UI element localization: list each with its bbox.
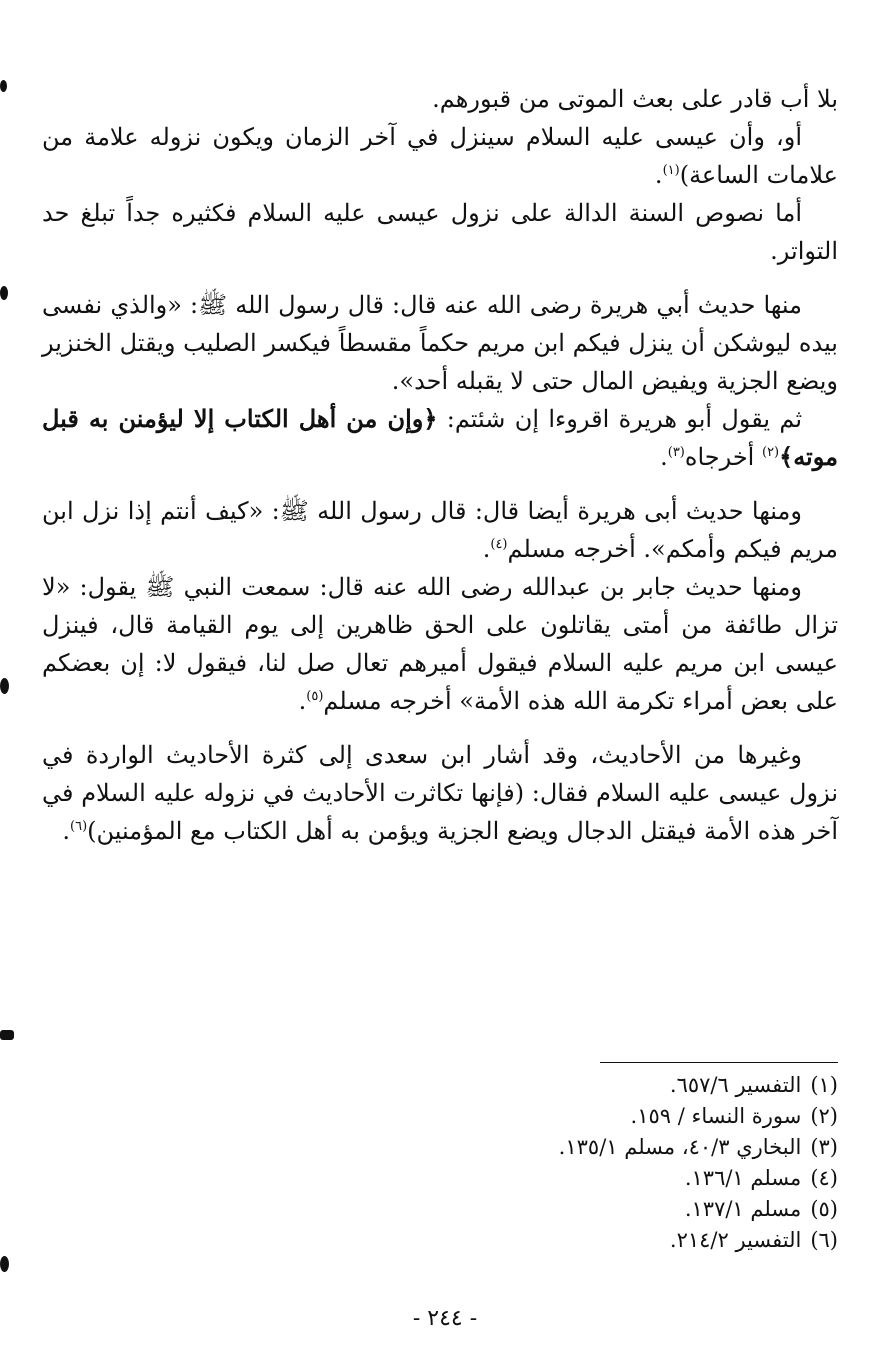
paragraph-5-text: ثم يقول أبو هريرة اقروءا إن شئتم: [437,405,802,433]
paragraph-1 [42,80,838,118]
paragraph-1-text: بلا أب قادر على بعث الموتى من قبورهم. [432,85,838,113]
scan-artifact [0,1256,9,1272]
footnote-number: (٥) [810,1197,838,1221]
scan-artifact [0,286,8,300]
footnote-text: مسلم ١٣٦/١. [684,1166,802,1190]
footnote-number: (١) [810,1073,838,1097]
footnote-1 [318,1070,838,1101]
footnote-ref-1: (١) [662,163,680,178]
footnote-6 [318,1225,838,1256]
paragraph-6-end: . [482,535,491,563]
paragraph-8 [42,736,838,850]
footnotes [318,1070,838,1256]
footnote-ref-2: (٢) [761,445,780,460]
footnote-ref-5: (٥) [306,689,324,704]
paragraph-5 [42,400,838,476]
scan-artifact [0,80,7,92]
paragraph-4-text: منها حديث أبي هريرة رضى الله عنه قال: قال رسول الله ﷺ: «والذي نفسى بيده ليوشكن أن ينزل فيكم ابن مريم حكماً مقسطاً فيكسر الصليب ويقتل الخنزير ويضع الجزية ويفيض المال حتى لا يقبله أحد». [42,291,838,395]
body-text [42,80,838,850]
footnote-number: (٤) [810,1166,838,1190]
footnote-3 [318,1132,838,1163]
footnote-5 [318,1194,838,1225]
paragraph-7-text: ومنها حديث جابر بن عبدالله رضى الله عنه قال: سمعت النبي ﷺ يقول: «لا تزال طائفة من أمتى يقاتلون على الحق ظاهرين إلى يوم القيامة قال، فينزل عيسى ابن مريم عليه السلام فيقول أميرهم تعال صل لنا، فيقول لا: إن بعضكم على بعض أمراء تكرمة الله هذه الأمة» أخرجه مسلم [42,573,838,715]
paragraph-3-text: أما نصوص السنة الدالة على نزول عيسى عليه السلام فكثيره جداً تبلغ حد التواتر. [42,199,838,265]
paragraph-2 [42,118,838,194]
footnote-number: (٣) [810,1135,838,1159]
footnote-2 [318,1101,838,1132]
paragraph-3 [42,194,838,270]
footnote-number: (٢) [810,1104,838,1128]
paragraph-2-end: . [654,161,663,189]
footnote-text: التفسير ٢١٤/٢. [669,1228,802,1252]
footnote-ref-3: (٣) [667,445,685,460]
footnote-text: مسلم ١٣٧/١. [684,1197,802,1221]
paragraph-6-text: ومنها حديث أبى هريرة أيضا قال: قال رسول الله ﷺ: «كيف أنتم إذا نزل ابن مريم فيكم وأمكم». أخرجه مسلم [42,497,838,563]
quran-verse: ﴿وإن من أهل الكتاب إلا ليؤمنن به قبل موته﴾ [42,404,838,471]
footnote-ref-4: (٤) [490,537,508,552]
footnote-text: البخاري ٤٠/٣، مسلم ١٣٥/١. [558,1135,802,1159]
paragraph-6 [42,492,838,568]
footnote-text: التفسير ٦٥٧/٦. [669,1073,802,1097]
paragraph-2-text: أو، وأن عيسى عليه السلام سينزل في آخر الزمان ويكون نزوله علامة من علامات الساعة) [42,123,838,189]
footnote-text: سورة النساء / ١٥٩. [630,1104,802,1128]
paragraph-8-text: وغيرها من الأحاديث، وقد أشار ابن سعدى إلى كثرة الأحاديث الواردة في نزول عيسى عليه السلام فقال: (فإنها تكاثرت الأحاديث في نزوله عليه السلام في آخر هذه الأمة فيقتل الدجال ويضع الجزية ويؤمن به أهل الكتاب مع المؤمنين) [42,741,838,845]
footnote-4 [318,1163,838,1194]
footnote-divider [600,1062,838,1063]
paragraph-4 [42,286,838,400]
footnote-number: (٦) [810,1228,838,1252]
paragraph-8-end: . [62,817,71,845]
footnote-ref-6: (٦) [70,819,88,834]
paragraph-7-end: . [298,687,307,715]
page-number: - ٢٤٤ - [412,1306,478,1331]
scan-artifact [0,678,9,694]
scan-artifact [0,1030,14,1040]
paragraph-7 [42,568,838,720]
paragraph-5-end: . [660,443,668,471]
paragraph-5-source: أخرجاه [684,443,762,471]
